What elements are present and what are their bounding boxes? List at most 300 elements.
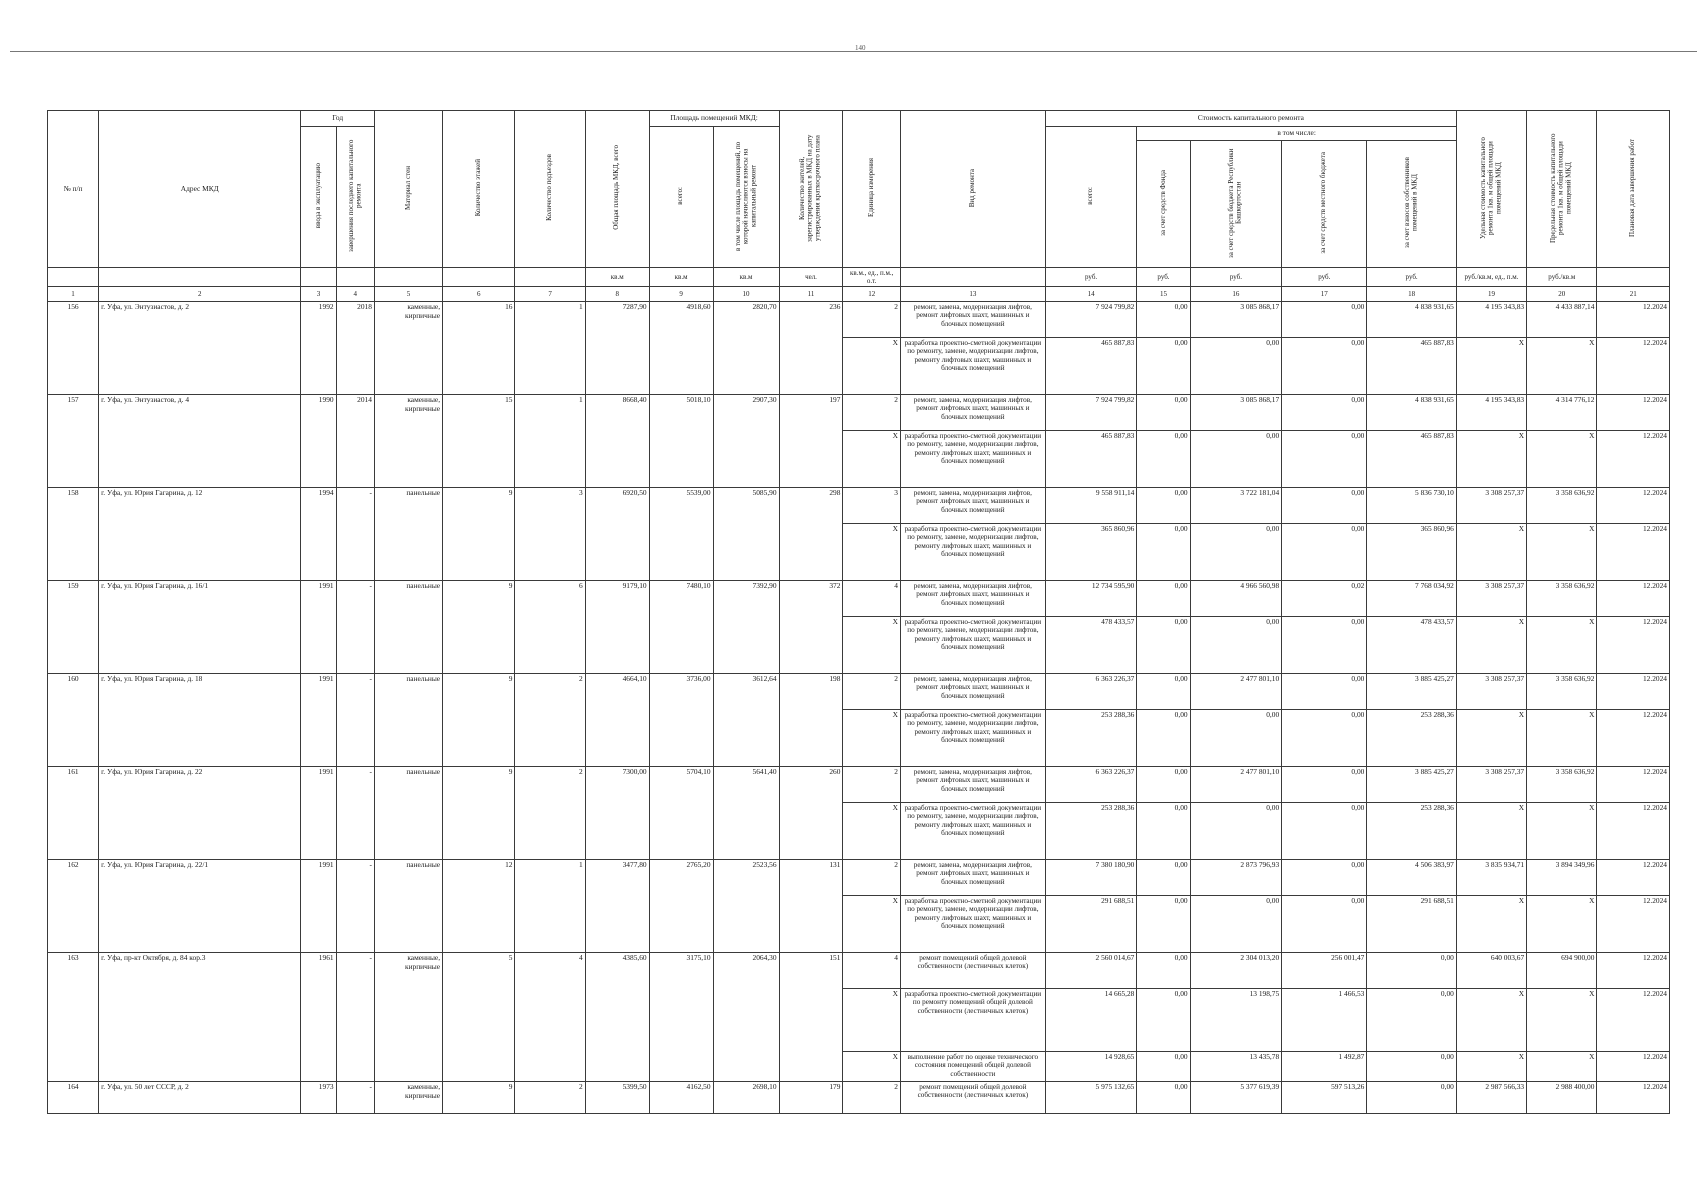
year-built: 1991: [301, 860, 336, 953]
row-number: 161: [48, 767, 99, 860]
deadline: 12.2024: [1597, 395, 1670, 431]
header-cost-owners: за счет взносов собственников помещений в МКД: [1367, 141, 1457, 268]
unit-cell: руб./кв.м, ед., п.м.: [1456, 268, 1526, 287]
table-row: [48, 1082, 1670, 1114]
table-row: [48, 302, 1670, 338]
cost-total: 253 288,36: [1045, 803, 1137, 860]
entrances-count: 1: [515, 860, 585, 953]
column-number: 20: [1527, 287, 1597, 302]
work-unit: X: [843, 803, 901, 860]
work-unit: 2: [843, 302, 901, 338]
header-work-type: Вид ремонта: [900, 111, 1045, 268]
work-unit: 2: [843, 1082, 901, 1114]
cost-fund: 0,00: [1137, 302, 1190, 338]
cost-local: 256 001,47: [1282, 953, 1367, 989]
deadline: 12.2024: [1597, 338, 1670, 395]
cost-local: 0,00: [1282, 338, 1367, 395]
cost-total: 6 363 226,37: [1045, 674, 1137, 710]
column-number: 13: [900, 287, 1045, 302]
total-area: 6920,50: [585, 488, 649, 581]
header-cost-fund: за счет средств Фонда: [1137, 141, 1190, 268]
cost-republic: 0,00: [1190, 617, 1282, 674]
cost-republic: 0,00: [1190, 803, 1282, 860]
cost-owners: 291 688,51: [1367, 896, 1457, 953]
building-address: г. Уфа, ул. Энтузиастов, д. 4: [99, 395, 301, 488]
residents-count: 198: [779, 674, 843, 767]
deadline: 12.2024: [1597, 431, 1670, 488]
header-premises-fund: в том числе площадь помещений, по которой начисляются взносы на капитальный ремонт: [713, 127, 779, 268]
wall-material: панельные: [374, 581, 442, 674]
work-unit: X: [843, 431, 901, 488]
specific-cost: X: [1456, 338, 1526, 395]
deadline: 12.2024: [1597, 524, 1670, 581]
cost-republic: 0,00: [1190, 431, 1282, 488]
premises-fund-area: 5641,40: [713, 767, 779, 860]
deadline: 12.2024: [1597, 581, 1670, 617]
column-number: 5: [374, 287, 442, 302]
wall-material: каменные, кирпичные: [374, 395, 442, 488]
entrances-count: 2: [515, 674, 585, 767]
cost-fund: 0,00: [1137, 860, 1190, 896]
header-year-group: Год: [301, 111, 374, 127]
table-row: [48, 395, 1670, 431]
limit-cost: 3 358 636,92: [1527, 674, 1597, 710]
deadline: 12.2024: [1597, 767, 1670, 803]
cost-local: 597 513,26: [1282, 1082, 1367, 1114]
wall-material: каменные, кирпичные: [374, 953, 442, 1082]
deadline: 12.2024: [1597, 953, 1670, 989]
cost-owners: 4 838 931,65: [1367, 302, 1457, 338]
cost-fund: 0,00: [1137, 488, 1190, 524]
limit-cost: 3 894 349,96: [1527, 860, 1597, 896]
premises-area: 5704,10: [649, 767, 713, 860]
header-residents: Количество жителей, зарегистрированных в МКД на дату утверждения краткосрочного плана: [779, 111, 843, 268]
cost-fund: 0,00: [1137, 1082, 1190, 1114]
cost-republic: 2 477 801,10: [1190, 674, 1282, 710]
deadline: 12.2024: [1597, 674, 1670, 710]
cost-total: 7 924 799,82: [1045, 395, 1137, 431]
building-address: г. Уфа, пр-кт Октября, д. 84 кор.3: [99, 953, 301, 1082]
premises-area: 2765,20: [649, 860, 713, 953]
premises-fund-area: 3612,64: [713, 674, 779, 767]
premises-fund-area: 2523,56: [713, 860, 779, 953]
specific-cost: X: [1456, 524, 1526, 581]
column-number: 9: [649, 287, 713, 302]
cost-total: 6 363 226,37: [1045, 767, 1137, 803]
year-built: 1994: [301, 488, 336, 581]
work-type: разработка проектно-сметной документации по ремонту, замене, модернизации лифтов, ремонту лифтовых шахт, машинных и блочных помещений: [900, 617, 1045, 674]
floors-count: 12: [443, 860, 515, 953]
specific-cost: 3 308 257,37: [1456, 581, 1526, 617]
limit-cost: X: [1527, 338, 1597, 395]
total-area: 8668,40: [585, 395, 649, 488]
year-repair: 2018: [336, 302, 374, 395]
unit-cell: кв.м: [585, 268, 649, 287]
cost-local: 0,02: [1282, 581, 1367, 617]
cost-fund: 0,00: [1137, 581, 1190, 617]
cost-total: 14 665,28: [1045, 989, 1137, 1052]
specific-cost: 3 835 934,71: [1456, 860, 1526, 896]
header-premises-all: всего:: [649, 127, 713, 268]
cost-owners: 3 885 425,27: [1367, 674, 1457, 710]
row-number: 162: [48, 860, 99, 953]
work-unit: 2: [843, 395, 901, 431]
unit-cell: руб.: [1190, 268, 1282, 287]
cost-local: 0,00: [1282, 431, 1367, 488]
column-number: 18: [1367, 287, 1457, 302]
specific-cost: X: [1456, 617, 1526, 674]
deadline: 12.2024: [1597, 302, 1670, 338]
wall-material: панельные: [374, 860, 442, 953]
cost-fund: 0,00: [1137, 953, 1190, 989]
header-limit-cost: Предельная стоимость капитального ремонта 1кв. м общей площади помещений МКД: [1527, 111, 1597, 268]
header-entrances: Количество подъездов: [515, 111, 585, 268]
cost-owners: 465 887,83: [1367, 431, 1457, 488]
column-number: 8: [585, 287, 649, 302]
deadline: 12.2024: [1597, 710, 1670, 767]
wall-material: каменные, кирпичные: [374, 1082, 442, 1114]
cost-fund: 0,00: [1137, 896, 1190, 953]
cost-owners: 0,00: [1367, 1052, 1457, 1082]
wall-material: панельные: [374, 767, 442, 860]
cost-local: 0,00: [1282, 860, 1367, 896]
residents-count: 236: [779, 302, 843, 395]
cost-republic: 2 304 013,20: [1190, 953, 1282, 989]
work-type: разработка проектно-сметной документации по ремонту, замене, модернизации лифтов, ремонту лифтовых шахт, машинных и блочных помещений: [900, 803, 1045, 860]
row-number: 160: [48, 674, 99, 767]
floors-count: 9: [443, 581, 515, 674]
column-number: 17: [1282, 287, 1367, 302]
premises-fund-area: 2064,30: [713, 953, 779, 1082]
cost-total: 2 560 014,67: [1045, 953, 1137, 989]
year-repair: -: [336, 581, 374, 674]
premises-fund-area: 7392,90: [713, 581, 779, 674]
specific-cost: 2 987 566,33: [1456, 1082, 1526, 1114]
cost-owners: 4 506 383,97: [1367, 860, 1457, 896]
building-address: г. Уфа, ул. Юрия Гагарина, д. 22: [99, 767, 301, 860]
cost-owners: 7 768 034,92: [1367, 581, 1457, 617]
specific-cost: X: [1456, 431, 1526, 488]
limit-cost: X: [1527, 1052, 1597, 1082]
cost-fund: 0,00: [1137, 524, 1190, 581]
header-total-area: Общая площадь МКД, всего: [585, 111, 649, 268]
work-type: ремонт, замена, модернизация лифтов, ремонт лифтовых шахт, машинных и блочных помещений: [900, 674, 1045, 710]
cost-fund: 0,00: [1137, 710, 1190, 767]
unit-cell: чел.: [779, 268, 843, 287]
cost-local: 0,00: [1282, 524, 1367, 581]
work-unit: 4: [843, 953, 901, 989]
premises-fund-area: 2907,30: [713, 395, 779, 488]
premises-area: 5539,00: [649, 488, 713, 581]
header-floors: Количество этажей: [443, 111, 515, 268]
floors-count: 16: [443, 302, 515, 395]
cost-owners: 465 887,83: [1367, 338, 1457, 395]
cost-republic: 3 085 868,17: [1190, 395, 1282, 431]
table-row: [48, 767, 1670, 803]
column-number: 16: [1190, 287, 1282, 302]
cost-republic: 0,00: [1190, 338, 1282, 395]
cost-total: 465 887,83: [1045, 338, 1137, 395]
specific-cost: 640 003,67: [1456, 953, 1526, 989]
entrances-count: 4: [515, 953, 585, 1082]
floors-count: 9: [443, 488, 515, 581]
cost-republic: 5 377 619,39: [1190, 1082, 1282, 1114]
cost-total: 9 558 911,14: [1045, 488, 1137, 524]
premises-fund-area: 5085,90: [713, 488, 779, 581]
column-number: 4: [336, 287, 374, 302]
entrances-count: 1: [515, 302, 585, 395]
repair-plan-table: [47, 110, 1670, 1114]
work-unit: 3: [843, 488, 901, 524]
column-number: 19: [1456, 287, 1526, 302]
cost-total: 465 887,83: [1045, 431, 1137, 488]
premises-area: 3175,10: [649, 953, 713, 1082]
work-unit: 2: [843, 860, 901, 896]
building-address: г. Уфа, ул. Юрия Гагарина, д. 18: [99, 674, 301, 767]
cost-total: 14 928,65: [1045, 1052, 1137, 1082]
header-cost-local: за счет средств местного бюджета: [1282, 141, 1367, 268]
premises-fund-area: 2820,70: [713, 302, 779, 395]
work-unit: X: [843, 338, 901, 395]
column-number: 11: [779, 287, 843, 302]
year-repair: -: [336, 860, 374, 953]
residents-count: 131: [779, 860, 843, 953]
cost-local: 0,00: [1282, 710, 1367, 767]
work-unit: 2: [843, 674, 901, 710]
cost-fund: 0,00: [1137, 767, 1190, 803]
limit-cost: X: [1527, 710, 1597, 767]
year-repair: 2014: [336, 395, 374, 488]
work-type: ремонт, замена, модернизация лифтов, ремонт лифтовых шахт, машинных и блочных помещений: [900, 488, 1045, 524]
row-number: 164: [48, 1082, 99, 1114]
floors-count: 5: [443, 953, 515, 1082]
limit-cost: 3 358 636,92: [1527, 488, 1597, 524]
specific-cost: X: [1456, 989, 1526, 1052]
deadline: 12.2024: [1597, 488, 1670, 524]
column-number: 1: [48, 287, 99, 302]
total-area: 7300,00: [585, 767, 649, 860]
total-area: 5399,50: [585, 1082, 649, 1114]
deadline: 12.2024: [1597, 989, 1670, 1052]
total-area: 7287,90: [585, 302, 649, 395]
cost-fund: 0,00: [1137, 617, 1190, 674]
unit-cell: руб.: [1367, 268, 1457, 287]
cost-owners: 365 860,96: [1367, 524, 1457, 581]
cost-local: 0,00: [1282, 803, 1367, 860]
cost-local: 0,00: [1282, 674, 1367, 710]
row-number: 163: [48, 953, 99, 1082]
wall-material: каменные, кирпичные: [374, 302, 442, 395]
year-built: 1991: [301, 581, 336, 674]
cost-fund: 0,00: [1137, 803, 1190, 860]
deadline: 12.2024: [1597, 1082, 1670, 1114]
work-unit: 4: [843, 581, 901, 617]
cost-total: 5 975 132,65: [1045, 1082, 1137, 1114]
column-number: 10: [713, 287, 779, 302]
cost-local: 0,00: [1282, 617, 1367, 674]
deadline: 12.2024: [1597, 1052, 1670, 1082]
deadline: 12.2024: [1597, 617, 1670, 674]
floors-count: 9: [443, 674, 515, 767]
floors-count: 9: [443, 1082, 515, 1114]
cost-republic: 0,00: [1190, 710, 1282, 767]
unit-cell: руб.: [1045, 268, 1137, 287]
work-unit: X: [843, 989, 901, 1052]
header-address: Адрес МКД: [99, 111, 301, 268]
cost-republic: 0,00: [1190, 896, 1282, 953]
cost-owners: 5 836 730,10: [1367, 488, 1457, 524]
cost-republic: 0,00: [1190, 524, 1282, 581]
premises-area: 7480,10: [649, 581, 713, 674]
year-repair: -: [336, 953, 374, 1082]
row-number: 157: [48, 395, 99, 488]
building-address: г. Уфа, ул. Юрия Гагарина, д. 22/1: [99, 860, 301, 953]
premises-area: 5018,10: [649, 395, 713, 488]
entrances-count: 1: [515, 395, 585, 488]
cost-total: 7 924 799,82: [1045, 302, 1137, 338]
specific-cost: 3 308 257,37: [1456, 767, 1526, 803]
limit-cost: 3 358 636,92: [1527, 581, 1597, 617]
year-repair: -: [336, 674, 374, 767]
work-unit: X: [843, 1052, 901, 1082]
year-repair: -: [336, 767, 374, 860]
header-premises-group: Площадь помещений МКД:: [649, 111, 779, 127]
wall-material: панельные: [374, 488, 442, 581]
cost-republic: 4 966 560,98: [1190, 581, 1282, 617]
header-specific-cost: Удельная стоимость капитального ремонта 1кв. м общей площади помещений МКД: [1456, 111, 1526, 268]
limit-cost: 4 314 776,12: [1527, 395, 1597, 431]
limit-cost: 694 900,00: [1527, 953, 1597, 989]
cost-owners: 253 288,36: [1367, 803, 1457, 860]
top-rule: [10, 51, 1697, 52]
column-number: 2: [99, 287, 301, 302]
total-area: 4385,60: [585, 953, 649, 1082]
entrances-count: 2: [515, 1082, 585, 1114]
cost-local: 0,00: [1282, 767, 1367, 803]
cost-owners: 0,00: [1367, 989, 1457, 1052]
total-area: 4664,10: [585, 674, 649, 767]
entrances-count: 2: [515, 767, 585, 860]
wall-material: панельные: [374, 674, 442, 767]
cost-local: 0,00: [1282, 896, 1367, 953]
cost-republic: 13 198,75: [1190, 989, 1282, 1052]
residents-count: 179: [779, 1082, 843, 1114]
residents-count: 197: [779, 395, 843, 488]
cost-local: 0,00: [1282, 488, 1367, 524]
floors-count: 15: [443, 395, 515, 488]
limit-cost: X: [1527, 896, 1597, 953]
entrances-count: 6: [515, 581, 585, 674]
floors-count: 9: [443, 767, 515, 860]
cost-republic: 3 085 868,17: [1190, 302, 1282, 338]
cost-total: 7 380 180,90: [1045, 860, 1137, 896]
column-number: 21: [1597, 287, 1670, 302]
work-unit: 2: [843, 767, 901, 803]
year-built: 1973: [301, 1082, 336, 1114]
cost-fund: 0,00: [1137, 989, 1190, 1052]
total-area: 9179,10: [585, 581, 649, 674]
residents-count: 151: [779, 953, 843, 1082]
header-deadline: Плановая дата завершения работ: [1597, 111, 1670, 268]
cost-total: 253 288,36: [1045, 710, 1137, 767]
work-type: ремонт помещений общей долевой собственности (лестничных клеток): [900, 953, 1045, 989]
cost-fund: 0,00: [1137, 1052, 1190, 1082]
header-cost-republic: за счет средств бюджета Республики Башкортостан: [1190, 141, 1282, 268]
header-num: № п/п: [48, 111, 99, 268]
cost-total: 478 433,57: [1045, 617, 1137, 674]
table-row: [48, 860, 1670, 896]
work-type: разработка проектно-сметной документации по ремонту помещений общей долевой собственности (лестничных клеток): [900, 989, 1045, 1052]
column-numbers-row: [48, 287, 1670, 302]
cost-republic: 3 722 181,04: [1190, 488, 1282, 524]
work-type: ремонт, замена, модернизация лифтов, ремонт лифтовых шахт, машинных и блочных помещений: [900, 860, 1045, 896]
work-type: ремонт, замена, модернизация лифтов, ремонт лифтовых шахт, машинных и блочных помещений: [900, 302, 1045, 338]
deadline: 12.2024: [1597, 860, 1670, 896]
cost-local: 0,00: [1282, 395, 1367, 431]
column-number: 14: [1045, 287, 1137, 302]
residents-count: 298: [779, 488, 843, 581]
work-type: разработка проектно-сметной документации по ремонту, замене, модернизации лифтов, ремонту лифтовых шахт, машинных и блочных помещений: [900, 524, 1045, 581]
table-row: [48, 581, 1670, 617]
column-number: 12: [843, 287, 901, 302]
limit-cost: X: [1527, 524, 1597, 581]
deadline: 12.2024: [1597, 803, 1670, 860]
row-number: 156: [48, 302, 99, 395]
work-type: ремонт, замена, модернизация лифтов, ремонт лифтовых шахт, машинных и блочных помещений: [900, 581, 1045, 617]
column-number: 6: [443, 287, 515, 302]
limit-cost: X: [1527, 989, 1597, 1052]
cost-republic: 2 873 796,93: [1190, 860, 1282, 896]
cost-fund: 0,00: [1137, 338, 1190, 395]
specific-cost: 4 195 343,83: [1456, 302, 1526, 338]
cost-owners: 3 885 425,27: [1367, 767, 1457, 803]
work-type: выполнение работ по оценке технического состояния помещений общей долевой собственности: [900, 1052, 1045, 1082]
specific-cost: 4 195 343,83: [1456, 395, 1526, 431]
deadline: 12.2024: [1597, 896, 1670, 953]
year-built: 1992: [301, 302, 336, 395]
table-row: [48, 674, 1670, 710]
cost-owners: 478 433,57: [1367, 617, 1457, 674]
unit-cell: руб.: [1282, 268, 1367, 287]
table-row: [48, 488, 1670, 524]
column-number: 15: [1137, 287, 1190, 302]
cost-owners: 0,00: [1367, 953, 1457, 989]
repair-plan-sheet: [47, 110, 1670, 1114]
work-unit: X: [843, 710, 901, 767]
specific-cost: X: [1456, 803, 1526, 860]
building-address: г. Уфа, ул. Юрия Гагарина, д. 12: [99, 488, 301, 581]
unit-cell: руб.: [1137, 268, 1190, 287]
work-type: разработка проектно-сметной документации по ремонту, замене, модернизации лифтов, ремонту лифтовых шахт, машинных и блочных помещений: [900, 896, 1045, 953]
cost-local: 1 466,53: [1282, 989, 1367, 1052]
building-address: г. Уфа, ул. Юрия Гагарина, д. 16/1: [99, 581, 301, 674]
total-area: 3477,80: [585, 860, 649, 953]
column-number: 3: [301, 287, 336, 302]
work-unit: X: [843, 617, 901, 674]
premises-area: 4918,60: [649, 302, 713, 395]
limit-cost: X: [1527, 617, 1597, 674]
header-incl: в том числе:: [1137, 127, 1457, 141]
work-type: ремонт помещений общей долевой собственности (лестничных клеток): [900, 1082, 1045, 1114]
table-row: [48, 953, 1670, 989]
header-cost-total: всего:: [1045, 127, 1137, 268]
year-built: 1961: [301, 953, 336, 1082]
residents-count: 372: [779, 581, 843, 674]
header-cost-group: Стоимость капитального ремонта: [1045, 111, 1456, 127]
building-address: г. Уфа, ул. Энтузиастов, д. 2: [99, 302, 301, 395]
unit-cell: кв.м., ед., п.м., о.т.: [843, 268, 901, 287]
year-repair: -: [336, 1082, 374, 1114]
